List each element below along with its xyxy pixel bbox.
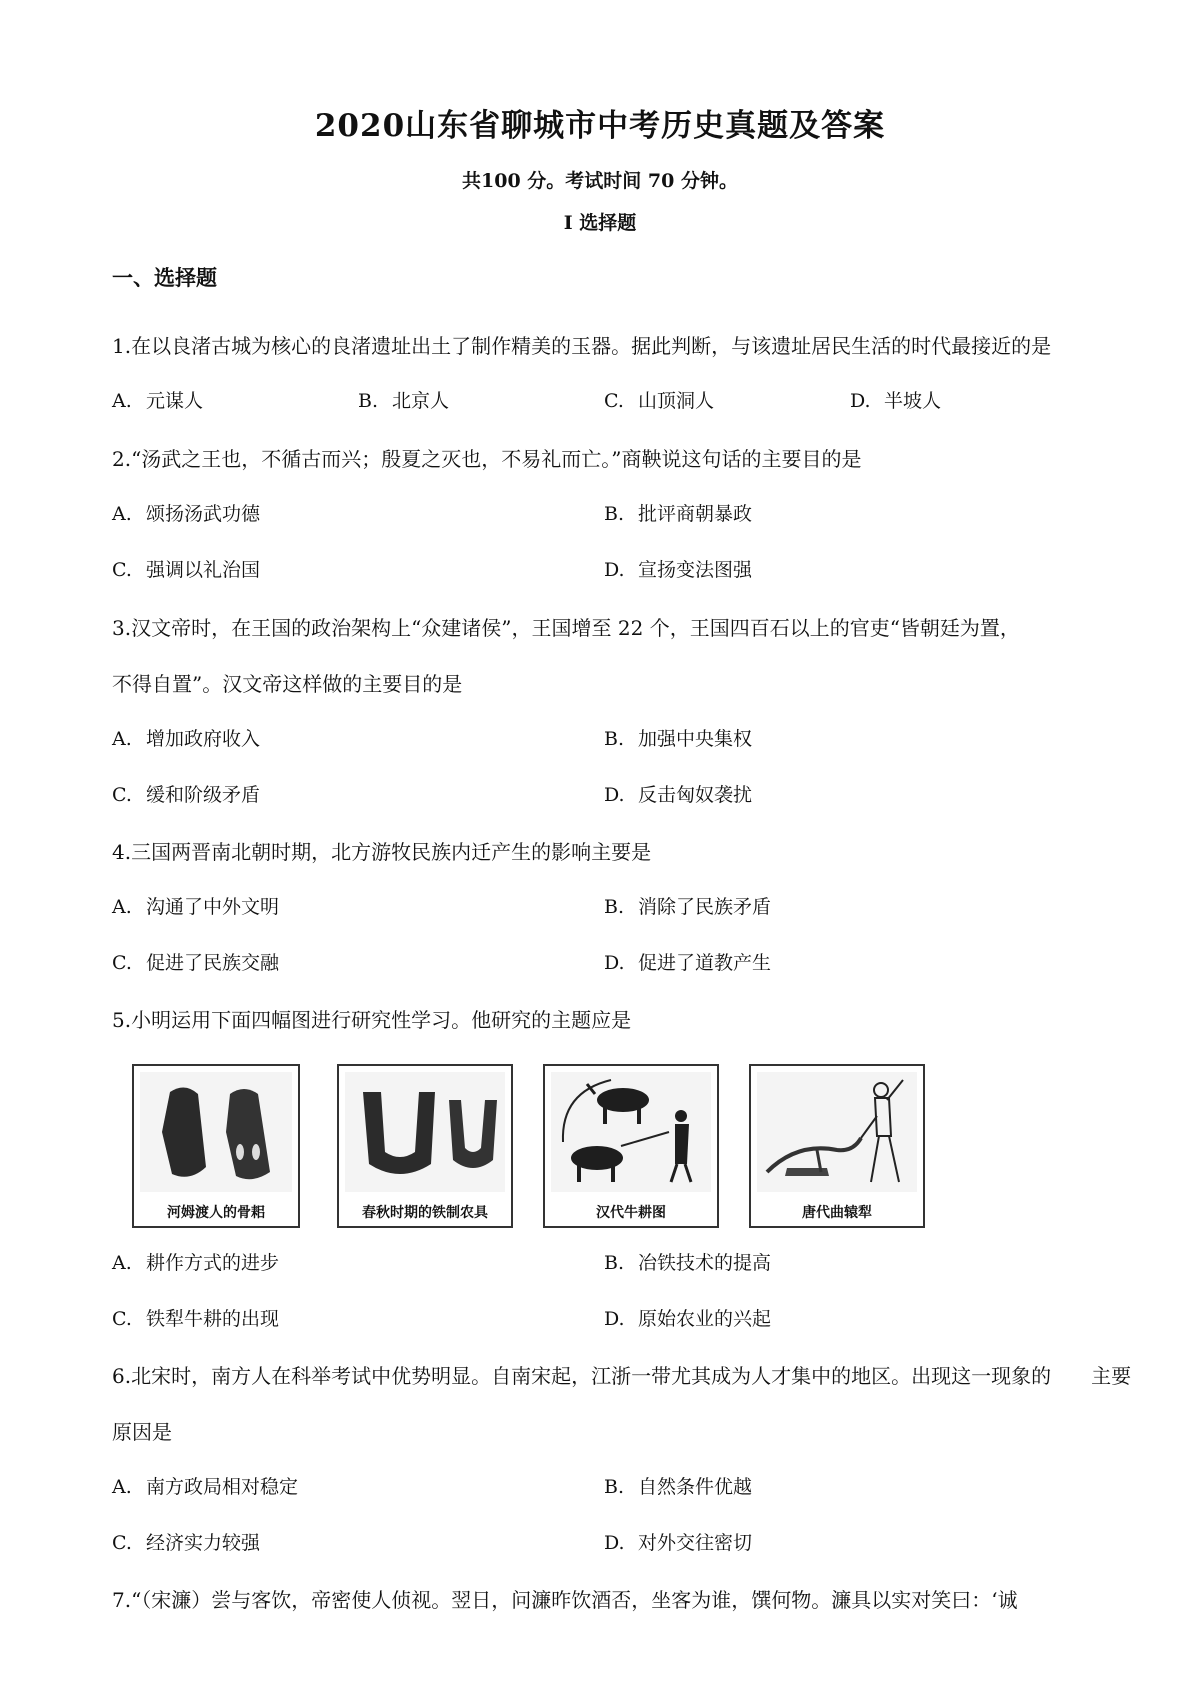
- page-title: 2020山东省聊城市中考历史真题及答案: [314, 108, 886, 144]
- q4-option-c[interactable]: C. 促进了民族交融: [112, 952, 280, 974]
- q5-option-b[interactable]: B. 冶铁技术的提高: [604, 1252, 772, 1274]
- question-2-stem: 2.“汤武之王也，不循古而兴；殷夏之灭也，不易礼而亡。”商鞅说这句话的主要目的是: [112, 447, 862, 471]
- q5-option-d[interactable]: D. 原始农业的兴起: [604, 1308, 772, 1330]
- exam-info: 共100 分。考试时间 70 分钟。: [462, 170, 738, 192]
- question-3-stem-line-1: 3.汉文帝时，在王国的政治架构上“众建诸侯”，王国增至 22 个，王国四百石以上的官吏“皆朝廷为置，: [112, 616, 1020, 640]
- bone-spade-illustration: [140, 1072, 292, 1192]
- q6-option-c[interactable]: C. 经济实力较强: [112, 1532, 261, 1554]
- q3-option-c[interactable]: C. 缓和阶级矛盾: [112, 784, 261, 806]
- q1-option-d[interactable]: D. 半坡人: [850, 390, 942, 412]
- figure-caption: 春秋时期的铁制农具: [362, 1205, 488, 1221]
- figure-caption: 唐代曲辕犁: [802, 1205, 872, 1221]
- figure-curved-plow: [749, 1064, 925, 1228]
- q1-option-c[interactable]: C. 山顶洞人: [604, 390, 715, 412]
- q6-option-b[interactable]: B. 自然条件优越: [604, 1476, 753, 1498]
- figure-ox-plowing: [543, 1064, 719, 1228]
- figure-caption: 河姆渡人的骨耜: [167, 1205, 265, 1221]
- figure-caption: 汉代牛耕图: [596, 1205, 666, 1221]
- q6-option-d[interactable]: D. 对外交往密切: [604, 1532, 753, 1554]
- question-6-stem-line-1: 6.北宋时，南方人在科举考试中优势明显。自南宋起，江浙一带尤其成为人才集中的地区。出现这一现象的 主要: [112, 1364, 1132, 1388]
- iron-tools-illustration: [345, 1072, 505, 1192]
- question-1-stem: 1.在以良渚古城为核心的良渚遗址出土了制作精美的玉器。据此判断，与该遗址居民生活的时代最接近的是: [112, 334, 1052, 358]
- question-4-stem: 4.三国两晋南北朝时期，北方游牧民族内迁产生的影响主要是: [112, 840, 652, 864]
- q5-option-c[interactable]: C. 铁犁牛耕的出现: [112, 1308, 280, 1330]
- figure-bone-spade: [132, 1064, 300, 1228]
- q2-option-c[interactable]: C. 强调以礼治国: [112, 559, 261, 581]
- part-heading: I 选择题: [563, 212, 637, 234]
- q5-option-a[interactable]: A. 耕作方式的进步: [112, 1252, 280, 1274]
- question-5-stem: 5.小明运用下面四幅图进行研究性学习。他研究的主题应是: [112, 1008, 632, 1032]
- q6-option-a[interactable]: A. 南方政局相对稳定: [112, 1476, 299, 1498]
- curved-plow-illustration: [757, 1072, 917, 1192]
- q2-option-a[interactable]: A. 颂扬汤武功德: [112, 503, 261, 525]
- section-heading: 一、选择题: [112, 265, 217, 290]
- q3-option-d[interactable]: D. 反击匈奴袭扰: [604, 784, 753, 806]
- ox-plowing-illustration: [551, 1072, 711, 1192]
- q4-option-b[interactable]: B. 消除了民族矛盾: [604, 896, 772, 918]
- q3-option-b[interactable]: B. 加强中央集权: [604, 728, 753, 750]
- question-3-stem-line-2: 不得自置”。汉文帝这样做的主要目的是: [112, 672, 463, 696]
- q2-option-d[interactable]: D. 宣扬变法图强: [604, 559, 753, 581]
- q4-option-a[interactable]: A. 沟通了中外文明: [112, 896, 280, 918]
- q1-option-b[interactable]: B. 北京人: [358, 390, 450, 412]
- figure-iron-tools: [337, 1064, 513, 1228]
- q4-option-d[interactable]: D. 促进了道教产生: [604, 952, 772, 974]
- question-7-stem: 7.“（宋濂）尝与客饮，帝密使人侦视。翌日，问濂昨饮酒否，坐客为谁，馔何物。濂具以实对笑曰：‘诚: [112, 1588, 1018, 1612]
- question-6-stem-line-2: 原因是: [112, 1420, 172, 1444]
- q2-option-b[interactable]: B. 批评商朝暴政: [604, 503, 753, 525]
- q1-option-a[interactable]: A. 元谋人: [112, 390, 204, 412]
- q3-option-a[interactable]: A. 增加政府收入: [112, 728, 261, 750]
